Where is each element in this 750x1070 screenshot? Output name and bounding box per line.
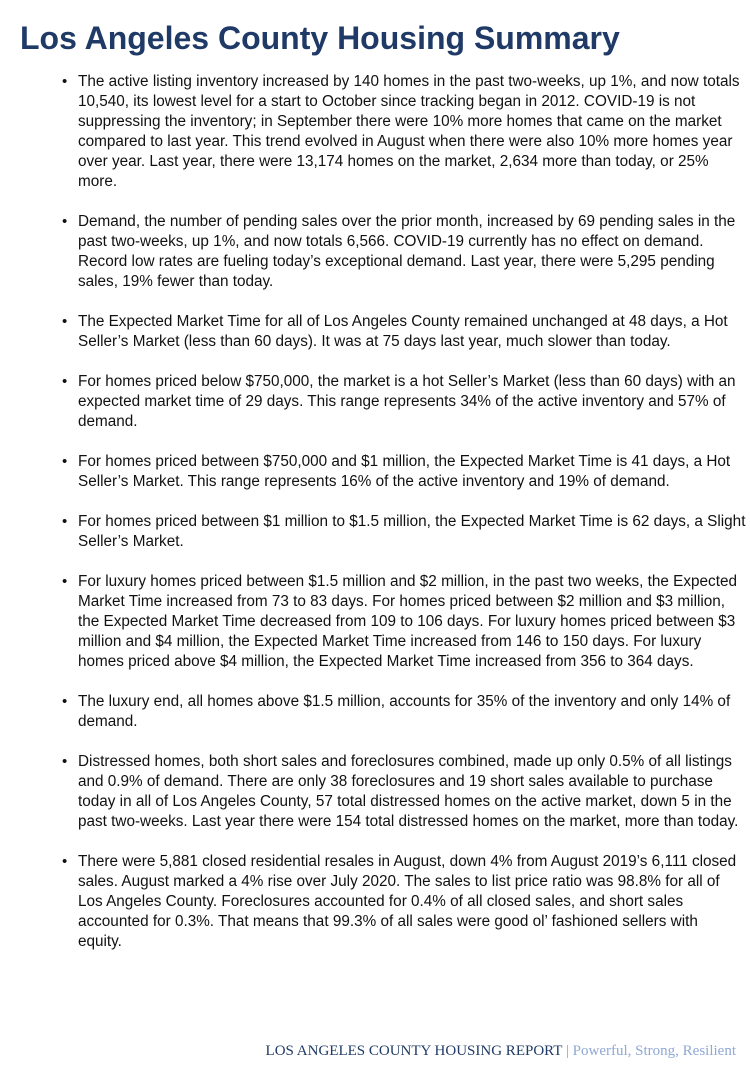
bullet-text: For homes priced below $750,000, the market is a hot Seller’s Market (less than 60 days) with an expected market time of 29 days. This range represents 34% of the active inventory and 57% of demand. <box>78 373 736 430</box>
bullet-item-expected-market-time <box>62 312 746 352</box>
page-title: Los Angeles County Housing Summary <box>20 20 620 56</box>
bullet-dot-icon: • <box>62 853 68 870</box>
bullet-item-inventory <box>62 72 746 192</box>
summary-bullet-list <box>62 72 746 972</box>
bullet-text: For homes priced between $750,000 and $1 million, the Expected Market Time is 41 days, a Hot Seller’s Market. This range represents 16% of the active inventory and 19% of demand. <box>78 453 731 490</box>
footer-separator: | <box>565 1043 569 1059</box>
footer-report-name: LOS ANGELES COUNTY HOUSING REPORT <box>265 1043 563 1059</box>
bullet-item-luxury-end <box>62 692 746 732</box>
report-footer <box>266 1041 736 1061</box>
footer-tagline: Powerful, Strong, Resilient <box>572 1043 736 1059</box>
bullet-item-demand <box>62 212 746 292</box>
bullet-item-1m-to-1-5m <box>62 512 746 552</box>
bullet-dot-icon: • <box>62 213 68 230</box>
bullet-item-luxury-ranges <box>62 572 746 672</box>
bullet-text: For luxury homes priced between $1.5 million and $2 million, in the past two weeks, the Expected Market Time increased from 73 to 83 days. For homes priced between $2 million and $3 million, the Expected Market Time decreased from 109 to 106 days. For luxury homes priced between $3 million and $4 million, the Expected Market Time increased from 146 to 150 days. For luxury homes priced above $4 million, the Expected Market Time increased from 356 to 364 days. <box>78 573 737 670</box>
bullet-dot-icon: • <box>62 313 68 330</box>
bullet-text: The luxury end, all homes above $1.5 million, accounts for 35% of the inventory and only 14% of demand. <box>78 693 731 730</box>
bullet-item-750k-to-1m <box>62 452 746 492</box>
bullet-dot-icon: • <box>62 513 68 530</box>
bullet-item-below-750k <box>62 372 746 432</box>
bullet-text: Demand, the number of pending sales over the prior month, increased by 69 pending sales in the past two-weeks, up 1%, and now totals 6,566. COVID-19 currently has no effect on demand. Record low rates are fueling today’s exceptional demand. Last year, there were 5,295 pending sales, 19% fewer than today. <box>78 213 736 290</box>
bullet-dot-icon: • <box>62 573 68 590</box>
bullet-text: Distressed homes, both short sales and foreclosures combined, made up only 0.5% of all listings and 0.9% of demand. There are only 38 foreclosures and 19 short sales available to purchase today in all of Los Angeles County, 57 total distressed homes on the active market, down 5 in the past two-weeks. Last year there were 154 total distressed homes on the market, more than today. <box>78 753 739 830</box>
bullet-text: For homes priced between $1 million to $1.5 million, the Expected Market Time is 62 days, a Slight Seller’s Market. <box>78 513 746 550</box>
bullet-dot-icon: • <box>62 73 68 90</box>
bullet-item-distressed <box>62 752 746 832</box>
bullet-dot-icon: • <box>62 453 68 470</box>
bullet-text: The Expected Market Time for all of Los Angeles County remained unchanged at 48 days, a Hot Seller’s Market (less than 60 days). It was at 75 days last year, much slower than today. <box>78 313 728 350</box>
bullet-text: The active listing inventory increased by 140 homes in the past two-weeks, up 1%, and now totals 10,540, its lowest level for a start to October since tracking began in 2012. COVID-19 is not suppressing the inventory; in September there were 10% more homes that came on the market compared to last year. This trend evolved in August when there were also 10% more homes year over year. Last year, there were 13,174 homes on the market, 2,634 more than today, or 25% more. <box>78 73 740 190</box>
bullet-item-closed-sales <box>62 852 746 952</box>
bullet-dot-icon: • <box>62 753 68 770</box>
bullet-text: There were 5,881 closed residential resales in August, down 4% from August 2019’s 6,111 closed sales. August marked a 4% rise over July 2020. The sales to list price ratio was 98.8% for all of Los Angeles County. Foreclosures accounted for 0.4% of all closed sales, and short sales accounted for 0.3%. That means that 99.3% of all sales were good ol’ fashioned sellers with equity. <box>78 853 737 950</box>
bullet-dot-icon: • <box>62 693 68 710</box>
bullet-dot-icon: • <box>62 373 68 390</box>
